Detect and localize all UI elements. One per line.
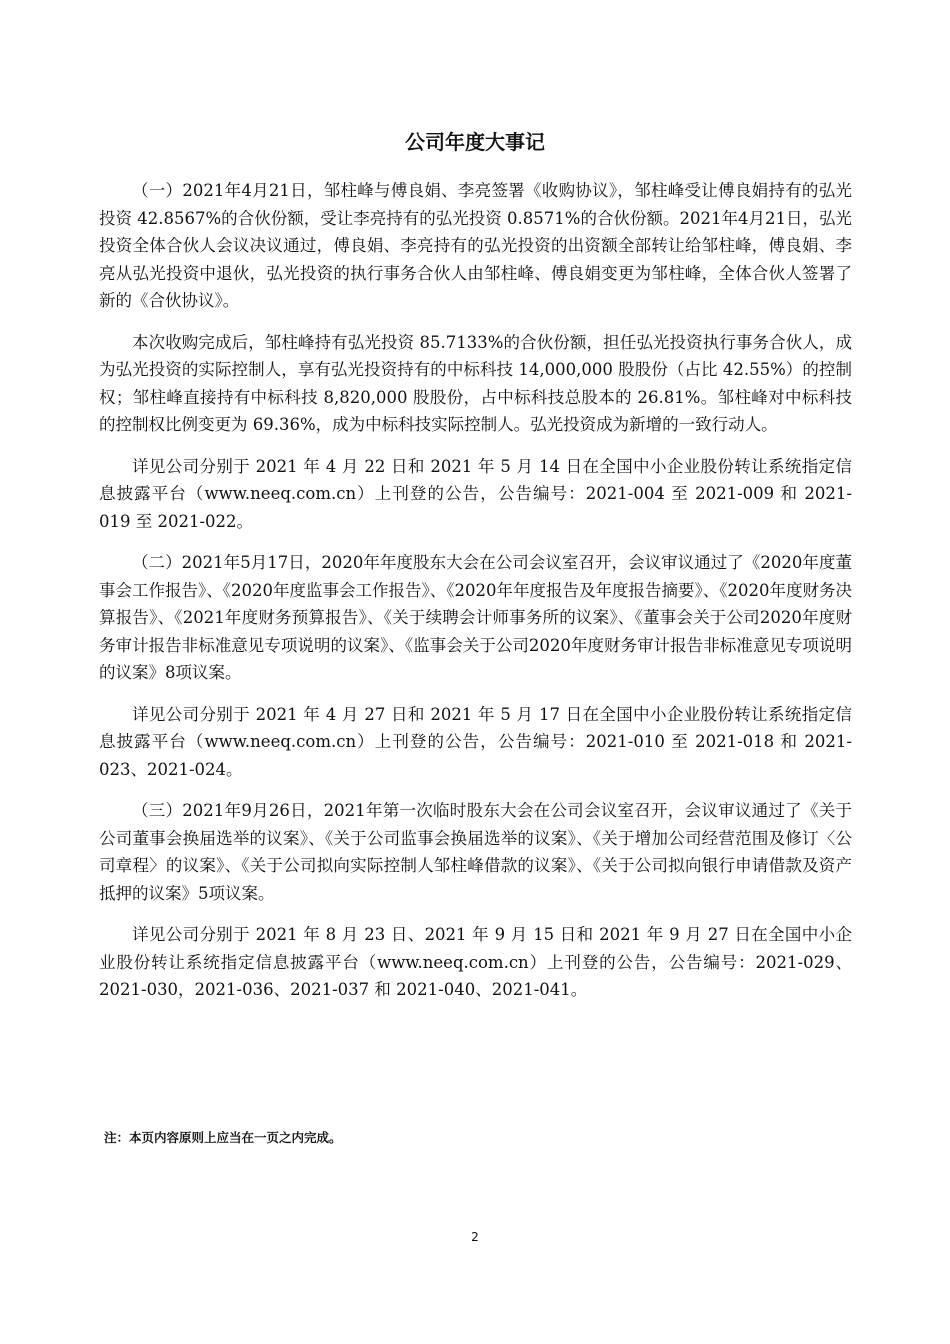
event-3-paragraph: （三）2021年9月26日，2021年第一次临时股东大会在公司会议室召开，会议审议通过了《关于公司董事会换届选举的议案》、《关于公司监事会换届选举的议案》、《关于增加公司经营范围及修订〈公司章程〉的议案》、《关于公司拟向实际控制人邹柱峰借款的议案》、《关于公司拟向银行申请借款及资产抵押的议案》5项议案。	[99, 801, 852, 903]
event-1-paragraph: （一）2021年4月21日，邹柱峰与傅良娟、李亮签署《收购协议》，邹柱峰受让傅良娟持有的弘光投资 42.8567%的合伙份额，受让李亮持有的弘光投资 0.8571%的合伙份额。2021年4月21日，弘光投资全体合伙人会议决议通过，傅良娟、李亮持有的弘光投资的出资额全部转让给邹柱峰，傅良娟、李亮从弘光投资中退伙，弘光投资的执行事务合伙人由邹柱峰、傅良娟变更为邹柱峰，全体合伙人签署了新的《合伙协议》。	[99, 181, 852, 310]
event-2-announcement-paragraph: 详见公司分别于 2021 年 4 月 27 日和 2021 年 5 月 17 日在全国中小企业股份转让系统指定信息披露平台（www.neeq.com.cn）上刊登的公告，公告编号：2021-010 至 2021-018 和 2021-023、2021-024。	[99, 704, 852, 779]
acquisition-result-paragraph: 本次收购完成后，邹柱峰持有弘光投资 85.7133%的合伙份额，担任弘光投资执行事务合伙人，成为弘光投资的实际控制人，享有弘光投资持有的中标科技 14,000,000 股股份（占比 42.55%）的控制权；邹柱峰直接持有中标科技 8,820,000 股股份，占中标科技总股本的 26.81%。邹柱峰对中标科技的控制权比例变更为 69.36%，成为中标科技实际控制人。弘光投资成为新增的一致行动人。	[99, 332, 852, 434]
event-2-paragraph: （二）2021年5月17日，2020年年度股东大会在公司会议室召开，会议审议通过了《2020年度董事会工作报告》、《2020年度监事会工作报告》、《2020年年度报告及年度报告摘要》、《2020年度财务决算报告》、《2021年度财务预算报告》、《关于续聘会计师事务所的议案》、《董事会关于公司2020年度财务审计报告非标准意见专项说明的议案》、《监事会关于公司2020年度财务审计报告非标准意见专项说明的议案》8项议案。	[99, 553, 852, 682]
document-body	[99, 177, 852, 1018]
page-number: 2	[471, 1230, 479, 1244]
footnote: 注：本页内容原则上应当在一页之内完成。	[104, 1130, 342, 1145]
event-1-announcement-paragraph: 详见公司分别于 2021 年 4 月 22 日和 2021 年 5 月 14 日在全国中小企业股份转让系统指定信息披露平台（www.neeq.com.cn）上刊登的公告，公告编号：2021-004 至 2021-009 和 2021-019 至 2021-022。	[99, 456, 852, 531]
event-3-announcement-paragraph: 详见公司分别于 2021 年 8 月 23 日、2021 年 9 月 15 日和 2021 年 9 月 27 日在全国中小企业股份转让系统指定信息披露平台（www.neeq.com.cn）上刊登的公告，公告编号：2021-029、2021-030，2021-036、2021-037 和 2021-040、2021-041。	[99, 925, 852, 999]
page-title: 公司年度大事记	[405, 130, 545, 154]
